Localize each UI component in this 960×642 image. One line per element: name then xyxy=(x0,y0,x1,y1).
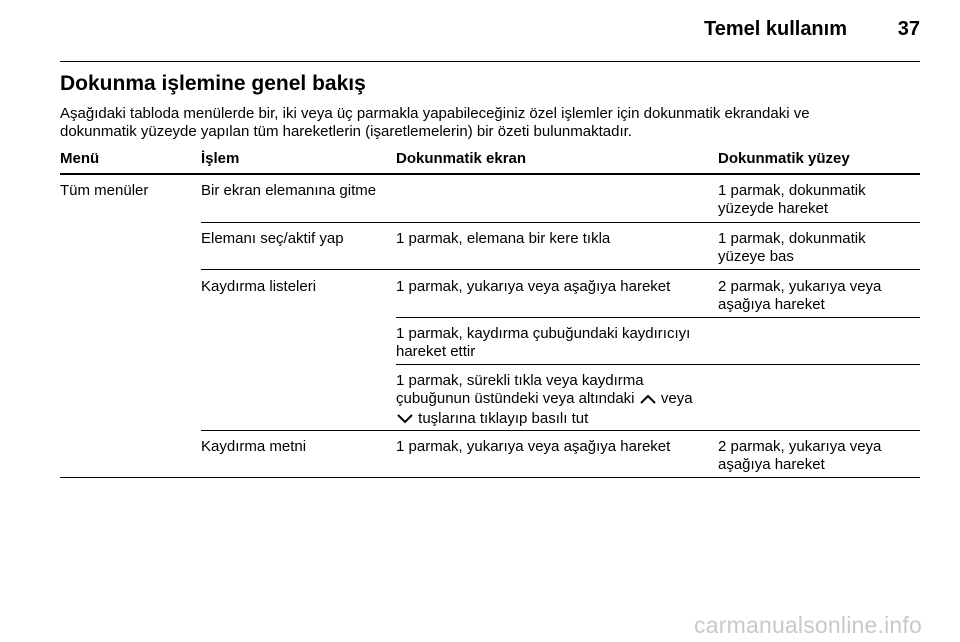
row-screen xyxy=(396,372,693,430)
page-number: 37 xyxy=(897,18,920,40)
row-pad-line: 2 parmak, yukarıya veya xyxy=(718,438,882,455)
col-header-screen: Dokunmatik ekran xyxy=(396,150,527,167)
chevron-up-icon xyxy=(639,392,657,410)
menu-cell: Tüm menüler xyxy=(60,182,149,199)
chevron-down-icon xyxy=(396,412,414,430)
row-screen: 1 parmak, yukarıya veya aşağıya hareket xyxy=(396,278,671,295)
row-action: Bir ekran elemanına gitme xyxy=(201,182,377,199)
row-screen: 1 parmak, yukarıya veya aşağıya hareket xyxy=(396,438,671,455)
row-screen-text: çubuğunun üstündeki veya altındaki xyxy=(396,390,635,407)
table-bottom-rule xyxy=(60,477,920,478)
intro-paragraph xyxy=(60,105,920,141)
row-pad-line: yüzeye bas xyxy=(718,248,794,265)
col-header-menu: Menü xyxy=(60,150,100,167)
row-screen-text: tuşlarına tıklayıp basılı tut xyxy=(418,410,589,427)
row-action: Kaydırma listeleri xyxy=(201,278,317,295)
row-screen-line: 1 parmak, sürekli tıkla veya kaydırma xyxy=(396,372,644,389)
row-pad-line: yüzeyde hareket xyxy=(718,200,829,217)
watermark[interactable]: carmanualsonline.info xyxy=(694,612,922,638)
row-pad-line: aşağıya hareket xyxy=(718,456,825,473)
row-pad xyxy=(718,278,881,314)
row-divider xyxy=(396,317,920,318)
row-pad-line: 1 parmak, dokunmatik xyxy=(718,230,866,247)
header-underline xyxy=(60,173,920,175)
col-header-action: İşlem xyxy=(201,150,240,167)
row-screen-line: hareket ettir xyxy=(396,343,476,360)
row-pad-line: aşağıya hareket xyxy=(718,296,825,313)
row-pad xyxy=(718,438,881,474)
row-screen xyxy=(396,325,690,361)
page-header-title: Temel kullanım xyxy=(703,18,847,40)
row-divider xyxy=(396,364,920,365)
intro-line: Aşağıdaki tabloda menülerde bir, iki veya üç parmakla yapabileceğiniz özel işlemler için dokunmatik ekrandaki ve xyxy=(60,105,810,122)
header-rule xyxy=(60,61,920,62)
row-divider xyxy=(201,269,920,270)
row-action: Kaydırma metni xyxy=(201,438,307,455)
row-screen-text: veya xyxy=(660,390,693,407)
row-screen: 1 parmak, elemana bir kere tıkla xyxy=(396,230,611,247)
intro-line: dokunmatik yüzeyde yapılan tüm hareketlerin (işaretlemelerin) bir özeti bulunmaktadır. xyxy=(60,123,632,140)
row-screen-line xyxy=(396,410,693,430)
row-pad-line: 2 parmak, yukarıya veya xyxy=(718,278,882,295)
row-screen-line: 1 parmak, kaydırma çubuğundaki kaydırıcıyı xyxy=(396,325,691,342)
col-header-pad: Dokunmatik yüzey xyxy=(718,150,850,167)
row-divider xyxy=(201,222,920,223)
row-divider xyxy=(201,430,920,431)
section-heading: Dokunma işlemine genel bakış xyxy=(60,72,366,95)
row-pad-line: 1 parmak, dokunmatik xyxy=(718,182,866,199)
row-screen-line xyxy=(396,390,693,410)
row-action: Elemanı seç/aktif yap xyxy=(201,230,344,247)
row-pad xyxy=(718,182,866,218)
row-pad xyxy=(718,230,866,266)
